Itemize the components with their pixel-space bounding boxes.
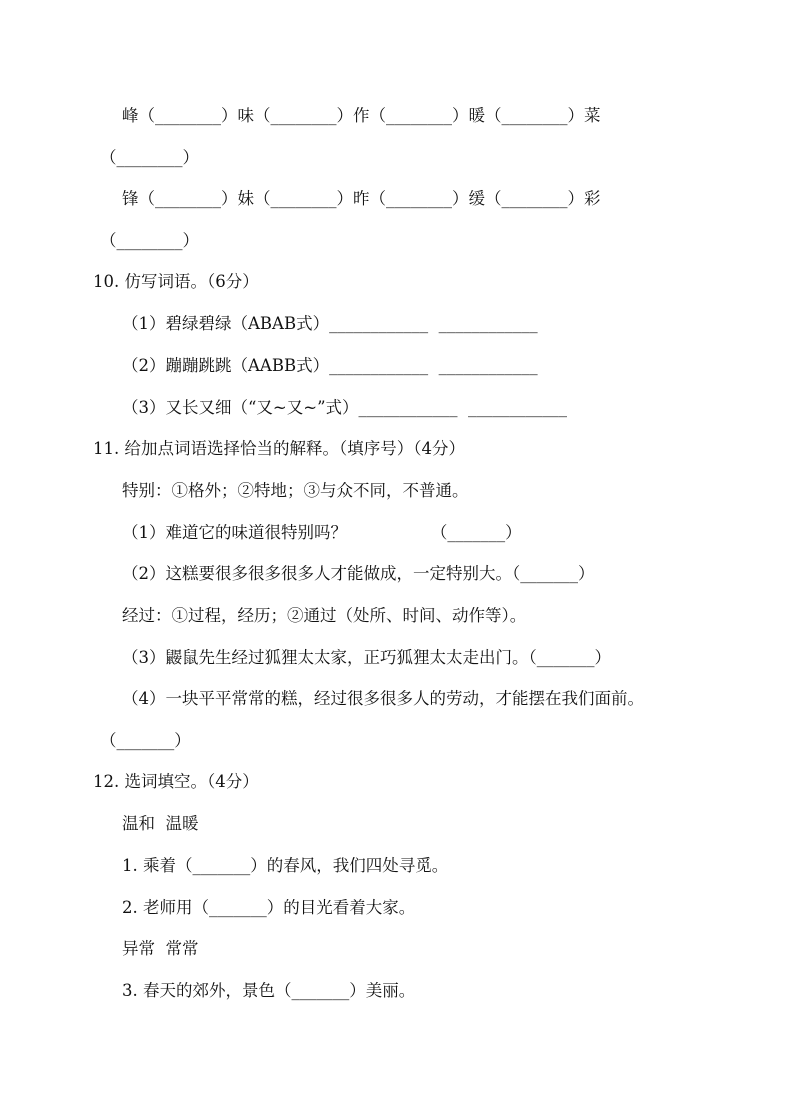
- question-10-item-1: （1）碧绿碧绿（ABAB式）____________ ____________: [122, 314, 538, 333]
- question-11-item-1: （1）难道它的味道很特别吗？ （_______）: [122, 523, 522, 542]
- question-10-item-3: （3）又长又细（“又~又~”式）____________ ____________: [122, 398, 568, 417]
- char-group-line-1: 峰（________）味（________）作（________）暖（________）菜: [122, 106, 601, 125]
- question-10-heading: 10. 仿写词语。（6分）: [93, 272, 259, 291]
- question-12-word-group-1: 温和 温暖: [122, 814, 199, 833]
- question-11-item-2: （2）这糕要很多很多很多人才能做成，一定特别大。（_______）: [122, 564, 595, 583]
- question-12-heading: 12. 选词填空。（4分）: [93, 772, 259, 791]
- char-group-line-2: 锋（________）妹（________）昨（________）缓（________）彩: [122, 189, 601, 208]
- char-group-line-2-wrap: （________）: [100, 231, 199, 250]
- question-12-word-group-2: 异常 常常: [122, 939, 199, 958]
- char-group-line-1-wrap: （________）: [100, 148, 199, 167]
- question-12-item-1: 1. 乘着（_______）的春风，我们四处寻觅。: [122, 856, 449, 875]
- question-11-item-4: （4）一块平平常常的糕，经过很多很多人的劳动，才能摆在我们面前。: [122, 689, 644, 708]
- question-11-item-3: （3）鼹鼠先生经过狐狸太太家，正巧狐狸太太走出门。（_______）: [122, 648, 611, 667]
- question-11-definition-1: 特别：①格外；②特地；③与众不同，不普通。: [122, 481, 469, 500]
- question-11-heading: 11. 给加点词语选择恰当的解释。（填序号）（4分）: [93, 439, 465, 458]
- question-11-definition-2: 经过：①过程，经历；②通过（处所、时间、动作等）。: [122, 606, 527, 625]
- question-12-item-2: 2. 老师用（_______）的目光看着大家。: [122, 898, 416, 917]
- question-12-item-3: 3. 春天的郊外，景色（_______）美丽。: [122, 981, 416, 1000]
- question-11-item-4-wrap: （_______）: [100, 731, 191, 750]
- question-10-item-2: （2）蹦蹦跳跳（AABB式）____________ ____________: [122, 356, 538, 375]
